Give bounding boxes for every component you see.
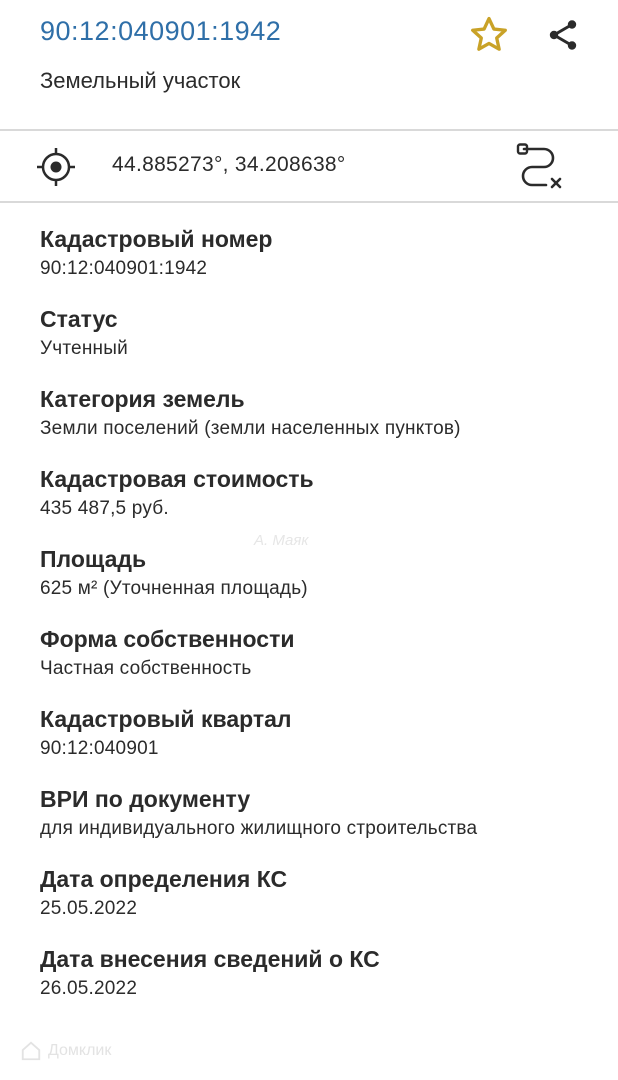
watermark: А. Маяк [254,532,309,549]
page-title[interactable]: 90:12:040901:1942 [40,16,282,46]
share-icon [545,17,581,53]
footer-brand [20,1040,111,1062]
route-clear-icon [514,143,566,191]
field-value: 26.05.2022 [40,978,138,999]
field-cadastral-quarter [40,702,600,782]
coordinates-text[interactable]: 44.885273°, 34.208638° [112,153,346,176]
field-label: ВРИ по документу [40,786,251,812]
field-label: Кадастровый номер [40,226,273,252]
divider-bottom [0,201,618,203]
page-subtitle: Земельный участок [40,68,241,93]
field-value: для индивидуального жилищного строительства [40,818,478,839]
field-valuation-date [40,862,600,942]
field-cadastral-value [40,462,600,542]
field-value: Учтенный [40,338,128,359]
favorite-button[interactable] [466,12,512,58]
header [0,0,618,130]
field-value: 625 м² (Уточненная площадь) [40,578,308,599]
field-label: Кадастровый квартал [40,706,292,732]
field-value: 435 487,5 руб. [40,498,169,519]
field-label: Дата определения КС [40,866,288,892]
field-label: Кадастровая стоимость [40,466,314,492]
field-label: Площадь [40,546,147,572]
field-value: 90:12:040901:1942 [40,258,208,279]
field-value: Частная собственность [40,658,252,679]
route-button[interactable] [514,143,566,191]
field-label: Форма собственности [40,626,295,652]
brand-name: Домклик [48,1042,112,1059]
field-value: 90:12:040901 [40,738,159,759]
field-land-category [40,382,600,462]
share-button[interactable] [540,12,586,58]
field-ownership-form [40,622,600,702]
locate-button[interactable] [34,145,78,189]
star-icon [468,14,510,56]
field-cadastral-number [40,222,600,302]
crosshair-icon [34,145,78,189]
field-value: Земли поселений (земли населенных пунктов) [40,418,461,439]
house-logo-icon [20,1040,42,1062]
field-area [40,542,600,622]
field-label: Категория земель [40,386,245,412]
field-value: 25.05.2022 [40,898,138,919]
field-permitted-use [40,782,600,862]
details-list [40,222,600,1022]
field-label: Дата внесения сведений о КС [40,946,380,972]
field-entry-date [40,942,600,1022]
field-label: Статус [40,306,118,332]
coordinates-row [0,131,618,201]
field-status [40,302,600,382]
